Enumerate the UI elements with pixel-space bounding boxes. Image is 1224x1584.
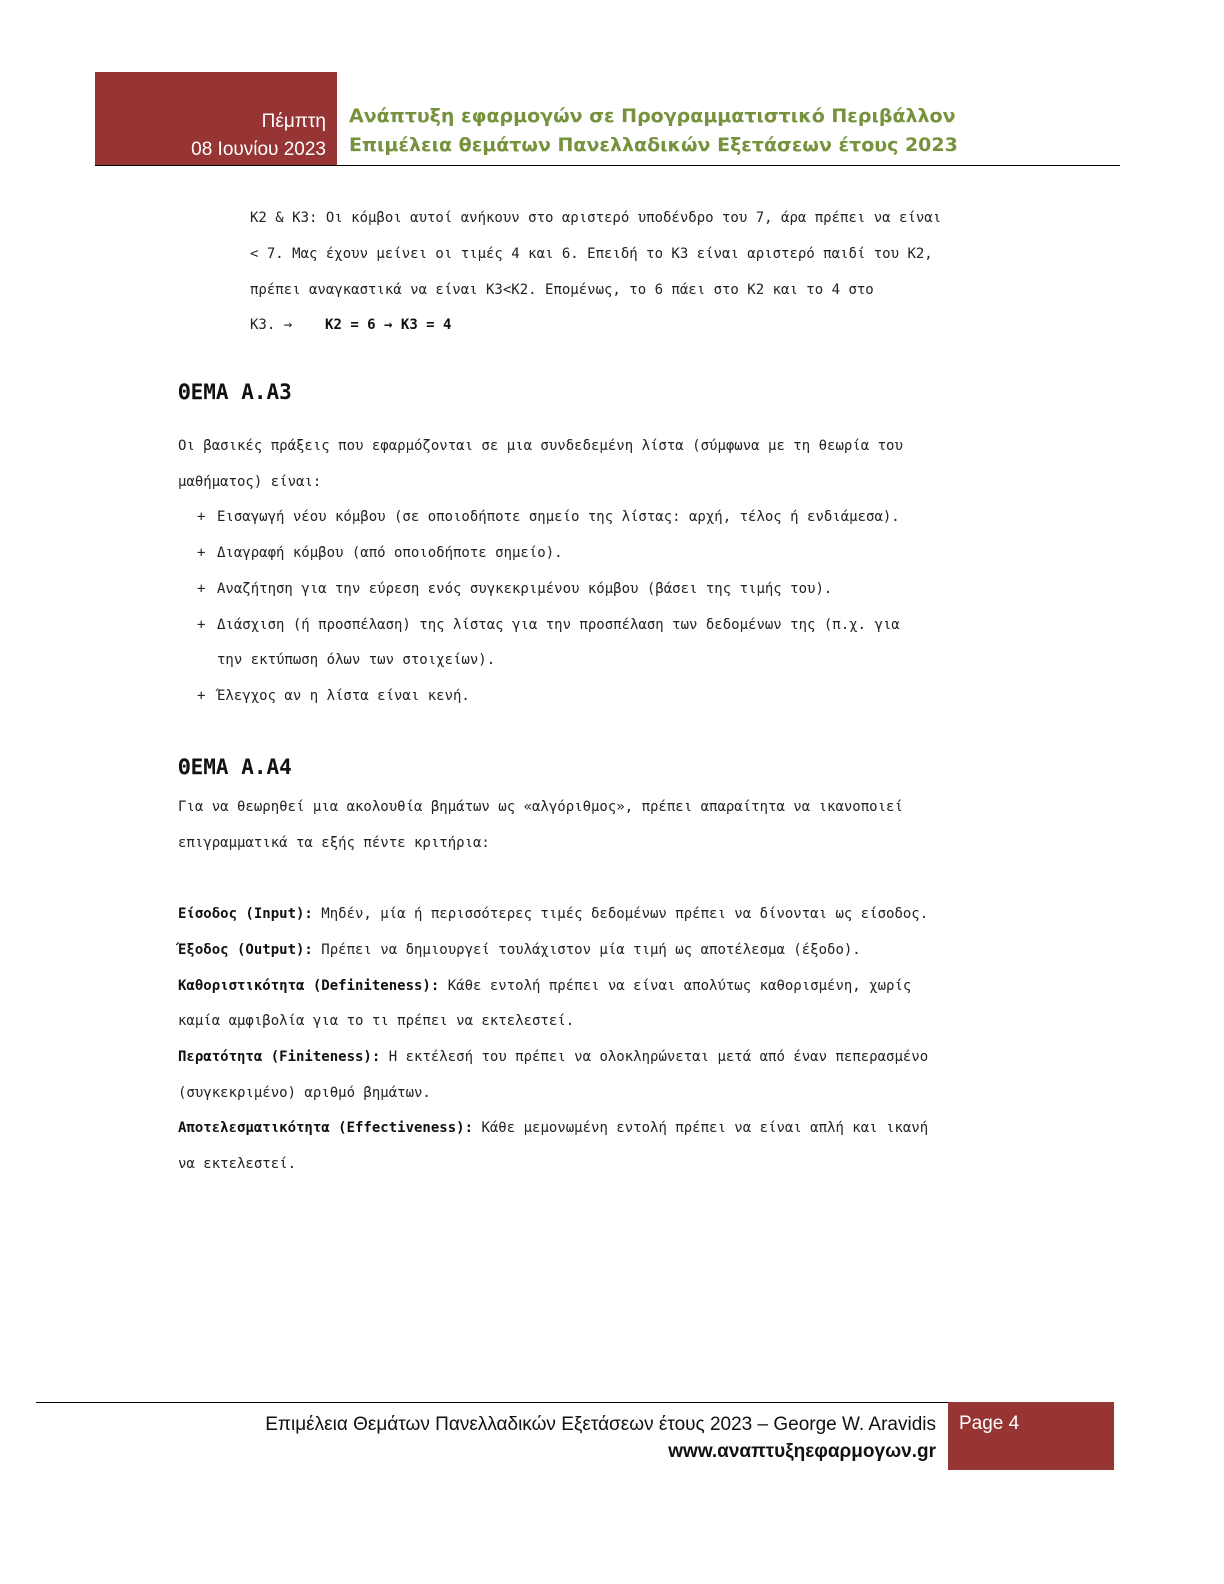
criterion-term: Έξοδος (Output): bbox=[178, 942, 313, 958]
list-item-continuation: την εκτύπωση όλων των στοιχείων). bbox=[217, 652, 496, 668]
criterion-finiteness bbox=[178, 1049, 928, 1065]
section-a3-intro-line2: μαθήματος) είναι: bbox=[178, 474, 322, 490]
criterion-text: Η εκτέλεσή του πρέπει να ολοκληρώνεται μετά από έναν πεπερασμένο bbox=[380, 1049, 929, 1065]
list-item-text: Εισαγωγή νέου κόμβου (σε οποιοδήποτε σημείο της λίστας: αρχή, τέλος ή ενδιάμεσα). bbox=[217, 509, 900, 525]
header-title-line2: Επιμέλεια θεμάτων Πανελλαδικών Εξετάσεων έτους 2023 bbox=[349, 134, 958, 156]
criterion-term: Περατότητα (Finiteness): bbox=[178, 1049, 381, 1065]
criterion-text: Πρέπει να δημιουργεί τουλάχιστον μία τιμή ως αποτέλεσμα (έξοδο). bbox=[312, 942, 861, 958]
criterion-text: Κάθε μεμονωμένη εντολή πρέπει να είναι απλή και ικανή bbox=[473, 1120, 929, 1136]
criterion-continuation: (συγκεκριμένο) αριθμό βημάτων. bbox=[178, 1085, 431, 1101]
header-day: Πέμπτη bbox=[261, 111, 326, 132]
page-number: Page 4 bbox=[959, 1413, 1020, 1434]
criterion-term: Είσοδος (Input): bbox=[178, 906, 313, 922]
bullet-mark: + bbox=[197, 545, 206, 561]
list-item bbox=[197, 545, 563, 561]
bullet-mark: + bbox=[197, 581, 206, 597]
list-item bbox=[197, 688, 470, 704]
criterion-continuation: καμία αμφιβολία για το τι πρέπει να εκτελεστεί. bbox=[178, 1013, 575, 1029]
criterion-text: Κάθε εντολή πρέπει να είναι απολύτως καθορισμένη, χωρίς bbox=[439, 978, 912, 994]
header-date: 08 Ιουνίου 2023 bbox=[191, 139, 326, 160]
intro-line-1: Κ2 & Κ3: Οι κόμβοι αυτοί ανήκουν στο αριστερό υποδένδρο του 7, άρα πρέπει να είναι bbox=[250, 210, 942, 226]
footer-url: www.αναπτυξηεφαρμογων.gr bbox=[668, 1441, 936, 1462]
bullet-mark: + bbox=[197, 617, 206, 633]
criterion-output bbox=[178, 942, 861, 958]
list-item bbox=[197, 617, 900, 633]
list-item-text: Διαγραφή κόμβου (από οποιοδήποτε σημείο). bbox=[217, 545, 563, 561]
criterion-text: Μηδέν, μία ή περισσότερες τιμές δεδομένων πρέπει να δίνονται ως είσοδος. bbox=[312, 906, 929, 922]
section-a4-intro-line2: επιγραμματικά τα εξής πέντε κριτήρια: bbox=[178, 835, 490, 851]
section-a3-intro-line1: Οι βασικές πράξεις που εφαρμόζονται σε μια συνδεδεμένη λίστα (σύμφωνα με τη θεωρία του bbox=[178, 438, 903, 454]
list-item bbox=[197, 509, 900, 525]
list-item bbox=[197, 581, 832, 597]
bullet-mark: + bbox=[197, 688, 206, 704]
intro-line-4 bbox=[250, 317, 451, 333]
criterion-continuation: να εκτελεστεί. bbox=[178, 1156, 297, 1172]
list-item-text: Διάσχιση (ή προσπέλαση) της λίστας για την προσπέλαση των δεδομένων της (π.χ. για bbox=[217, 617, 900, 633]
criterion-effectiveness bbox=[178, 1120, 928, 1136]
list-item-text: Αναζήτηση για την εύρεση ενός συγκεκριμένου κόμβου (βάσει της τιμής του). bbox=[217, 581, 833, 597]
intro-line-2: < 7. Μας έχουν μείνει οι τιμές 4 και 6. Επειδή το Κ3 είναι αριστερό παιδί του Κ2, bbox=[250, 246, 933, 262]
section-a3-heading: ΘΕΜΑ Α.Α3 bbox=[178, 380, 292, 404]
header-date-box bbox=[95, 72, 337, 166]
page-number-box bbox=[948, 1402, 1114, 1470]
footer-divider bbox=[36, 1402, 948, 1403]
bullet-mark: + bbox=[197, 509, 206, 525]
header-divider bbox=[95, 165, 1120, 166]
intro-line-3: πρέπει αναγκαστικά να είναι Κ3<Κ2. Επομένως, το 6 πάει στο Κ2 και το 4 στο bbox=[250, 282, 874, 298]
intro-line-4-prefix: Κ3. → bbox=[250, 317, 293, 333]
criterion-input bbox=[178, 906, 928, 922]
criterion-term: Καθοριστικότητα (Definiteness): bbox=[178, 978, 440, 994]
footer-text bbox=[265, 1411, 936, 1465]
list-item-text: Έλεγχος αν η λίστα είναι κενή. bbox=[217, 688, 470, 704]
intro-result: Κ2 = 6 → Κ3 = 4 bbox=[325, 317, 452, 333]
header-title-line1: Ανάπτυξη εφαρμογών σε Προγραμματιστικό Περιβάλλον bbox=[349, 105, 956, 127]
criterion-term: Αποτελεσματικότητα (Effectiveness): bbox=[178, 1120, 474, 1136]
header-title bbox=[349, 102, 958, 160]
section-a4-intro-line1: Για να θεωρηθεί μια ακολουθία βημάτων ως «αλγόριθμος», πρέπει απαραίτητα να ικανοποιεί bbox=[178, 799, 903, 815]
section-a4-heading: ΘΕΜΑ Α.Α4 bbox=[178, 755, 292, 779]
footer-credit: Επιμέλεια Θεμάτων Πανελλαδικών Εξετάσεων έτους 2023 – George W. Aravidis bbox=[265, 1414, 936, 1435]
criterion-definiteness bbox=[178, 978, 911, 994]
